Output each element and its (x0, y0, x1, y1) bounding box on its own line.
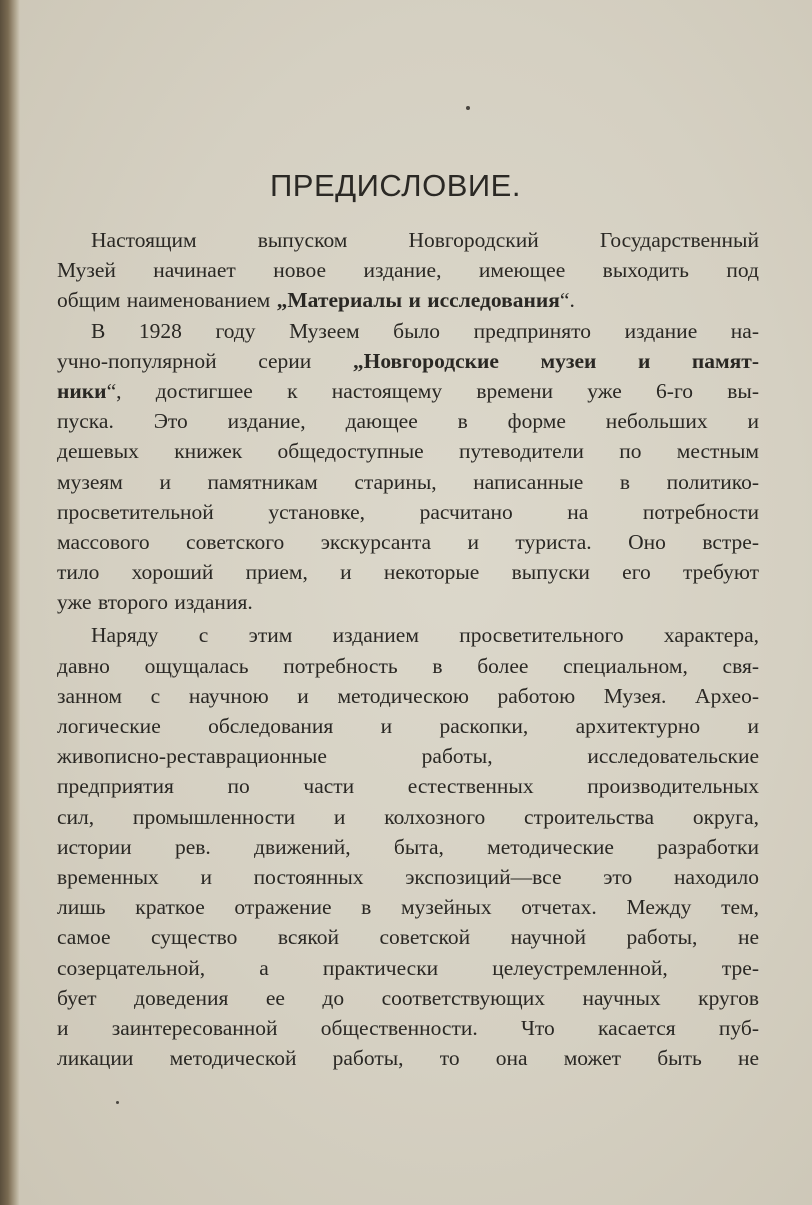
text-line: давно ощущалась потребность в более специальном, свя- (57, 653, 759, 678)
text-line: просветительной установке, расчитано на потребности (57, 499, 759, 524)
text-line (57, 285, 759, 315)
text-run: учно-популярной серии (57, 348, 353, 373)
ink-speck (466, 106, 470, 110)
text-line (57, 376, 759, 406)
ink-speck (116, 1101, 119, 1104)
series-title-bold: „Материалы и исследования (276, 288, 560, 313)
text-line: массового советского экскурсанта и туриста. Оно встре- (57, 529, 759, 554)
text-run: общим наименованием (57, 288, 277, 313)
text-line: истории рев. движений, быта, методические разработки (57, 834, 759, 859)
text-run: “, достигшее к настоящему времени уже 6-го вы- (106, 378, 759, 403)
text-line: В 1928 году Музеем было предпринято издание на- (91, 318, 759, 343)
series-title-bold: „Новгородские музеи и памят- (352, 348, 759, 373)
text-line: предприятия по части естественных производительных (57, 774, 759, 799)
book-page (20, 0, 812, 1205)
text-line: самое существо всякой советской научной работы, не (57, 925, 759, 950)
text-line: сил, промышленности и колхозного строительства округа, (57, 804, 759, 829)
text-line: Музей начинает новое издание, имеющее выходить под (57, 258, 759, 283)
text-line: созерцательной, а практически целеустремленной, тре- (57, 955, 759, 980)
page-title: ПРЕДИСЛОВИЕ. (270, 168, 521, 203)
text-line (57, 346, 759, 376)
text-line: логические обследования и раскопки, архитектурно и (57, 714, 759, 738)
text-line: музеям и памятникам старины, написанные в политико- (57, 469, 759, 494)
text-line: пуска. Это издание, дающее в форме небольших и (57, 409, 759, 434)
text-line: ликации методической работы, то она может быть не (57, 1046, 759, 1071)
text-line: временных и постоянных экспозиций—все это находило (57, 864, 759, 889)
text-line: занном с научною и методическою работою Музея. Архео- (57, 683, 759, 708)
text-line: уже второго издания. (57, 590, 253, 615)
body-text (57, 225, 759, 1073)
text-line: Наряду с этим изданием просветительного характера, (91, 623, 759, 648)
text-line: бует доведения ее до соответствующих научных кругов (57, 985, 759, 1010)
text-line: и заинтересованной общественности. Что касается пуб- (57, 1015, 759, 1040)
series-title-bold: ники (57, 378, 107, 403)
text-line: тило хороший прием, и некоторые выпуски его требуют (57, 560, 759, 585)
text-run: “. (559, 288, 575, 313)
text-line: живописно-реставрационные работы, исследовательские (57, 744, 759, 769)
text-line: Настоящим выпуском Новгородский Государственный (91, 228, 759, 252)
book-spine-shadow (0, 0, 20, 1205)
text-line: дешевых книжек общедоступные путеводители по местным (57, 439, 759, 464)
text-line: лишь краткое отражение в музейных отчетах. Между тем, (57, 895, 759, 920)
